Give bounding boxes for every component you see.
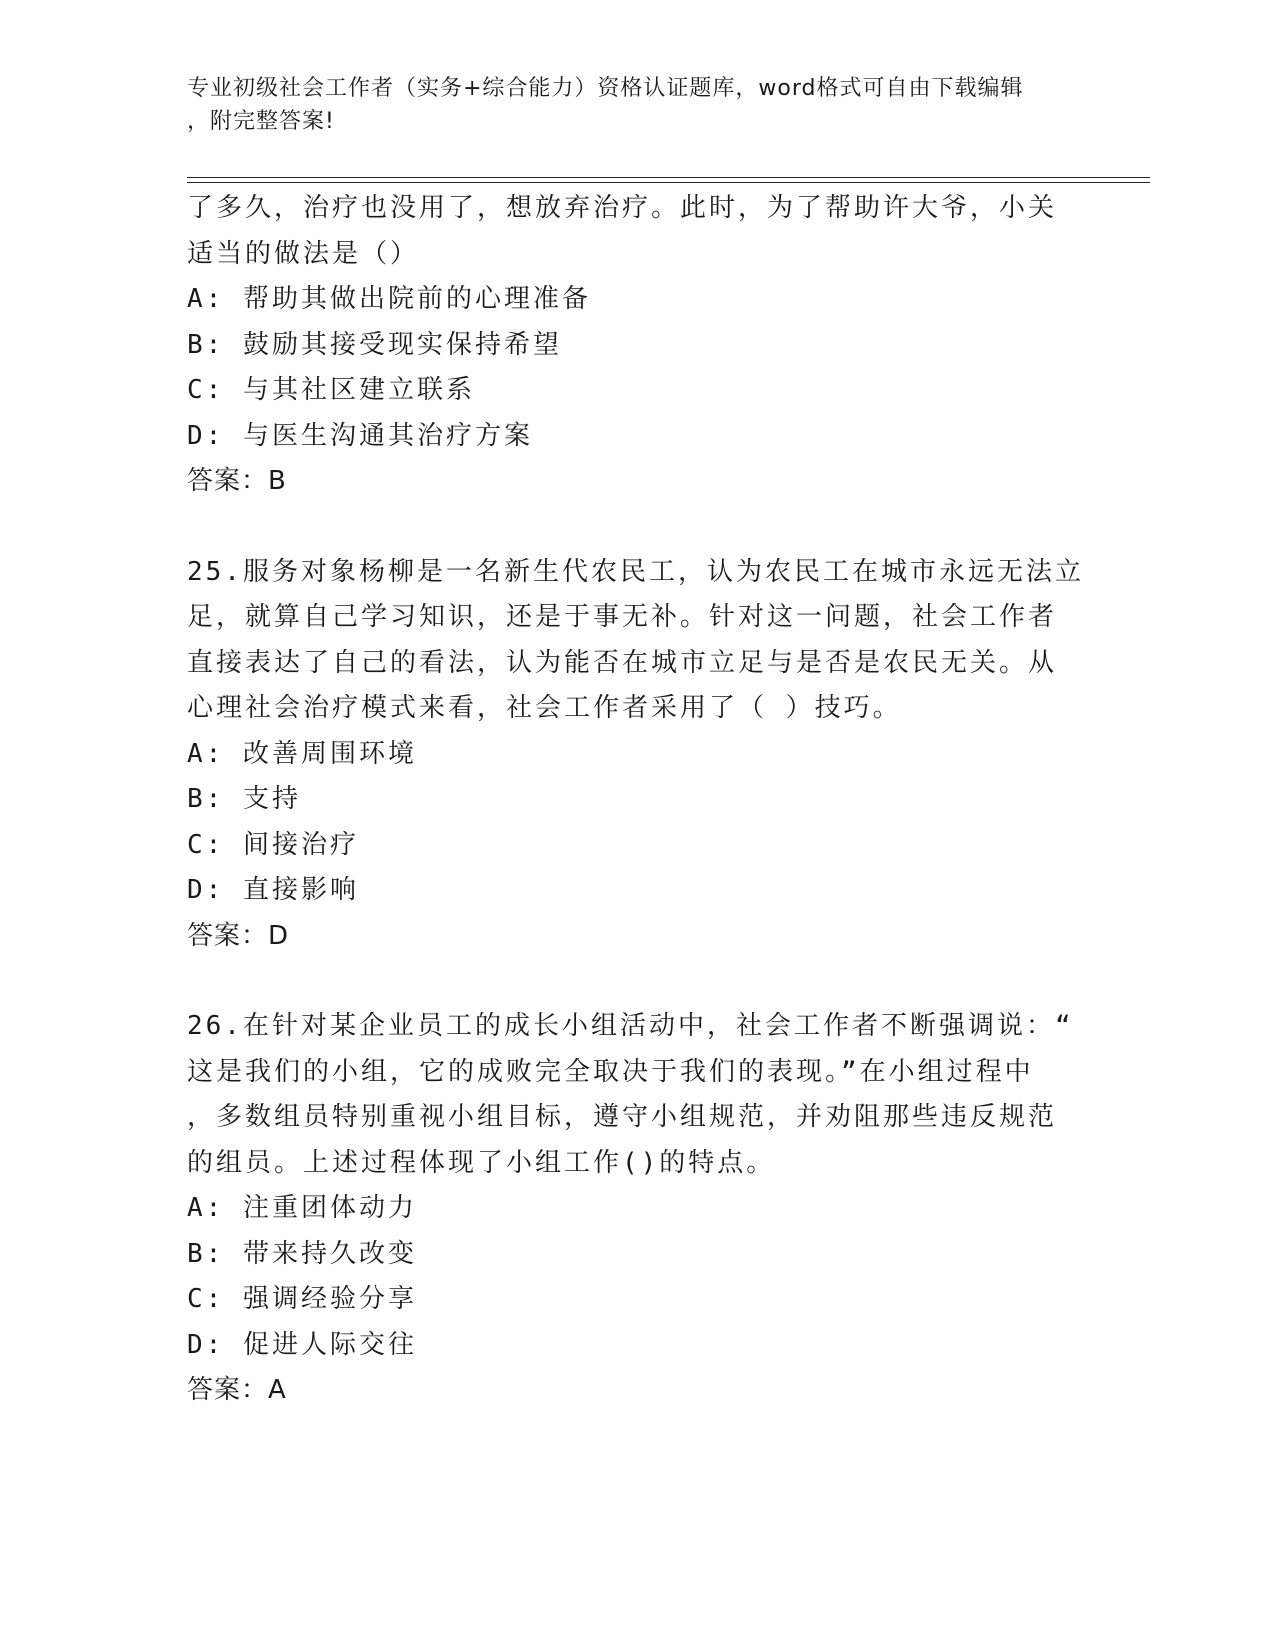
question-block-24 — [187, 186, 1087, 505]
option-a: A: 注重团体动力 — [187, 1193, 417, 1223]
option-b: B: 带来持久改变 — [187, 1238, 417, 1269]
question-stem-line: 了多久，治疗也没用了，想放弃治疗。此时，为了帮助许大爷，小关 — [187, 193, 1058, 223]
spacer — [187, 505, 1087, 550]
question-stem-line: 的组员。上述过程体现了小组工作()的特点。 — [187, 1147, 776, 1178]
option-c: C: 间接治疗 — [187, 829, 359, 860]
header-divider-top — [187, 177, 1150, 178]
option-a: A: 帮助其做出院前的心理准备 — [187, 284, 591, 314]
option-a: A: 改善周围环境 — [187, 738, 417, 769]
header-divider-bottom — [187, 182, 1150, 183]
question-stem-line: 足，就算自己学习知识，还是于事无补。针对这一问题，社会工作者 — [187, 602, 1058, 632]
header-line-2: ，附完整答案! — [187, 109, 335, 134]
question-block-25 — [187, 550, 1087, 960]
option-d: D: 与医生沟通其治疗方案 — [187, 420, 533, 451]
question-stem-line: 这是我们的小组，它的成败完全取决于我们的表现。”在小组过程中 — [187, 1056, 1034, 1087]
option-d: D: 促进人际交往 — [187, 1329, 417, 1360]
option-c: C: 强调经验分享 — [187, 1284, 417, 1314]
question-stem-line: 直接表达了自己的看法，认为能否在城市立足与是否是农民无关。从 — [187, 647, 1058, 678]
answer-line: 答案：A — [187, 1375, 287, 1405]
question-stem-line: 心理社会治疗模式来看，社会工作者采用了（ ）技巧。 — [187, 693, 902, 723]
question-block-26 — [187, 1004, 1087, 1414]
answer-line: 答案：B — [187, 466, 287, 496]
question-stem-line: 25.服务对象杨柳是一名新生代农民工，认为农民工在城市永远无法立 — [187, 556, 1084, 587]
document-header — [187, 72, 1087, 138]
answer-line: 答案：D — [187, 920, 290, 951]
header-line-1: 专业初级社会工作者（实务+综合能力）资格认证题库，word格式可自由下载编辑 — [187, 76, 1024, 101]
option-c: C: 与其社区建立联系 — [187, 375, 475, 405]
document-body — [187, 186, 1087, 1414]
question-stem-line: 26.在针对某企业员工的成长小组活动中，社会工作者不断强调说：“ — [187, 1011, 1074, 1041]
spacer — [187, 959, 1087, 1004]
option-d: D: 直接影响 — [187, 875, 359, 905]
question-stem-line: ，多数组员特别重视小组目标，遵守小组规范，并劝阻那些违反规范 — [187, 1102, 1058, 1132]
option-b: B: 支持 — [187, 784, 301, 814]
question-stem-line: 适当的做法是（） — [187, 238, 420, 269]
option-b: B: 鼓励其接受现实保持希望 — [187, 329, 562, 360]
